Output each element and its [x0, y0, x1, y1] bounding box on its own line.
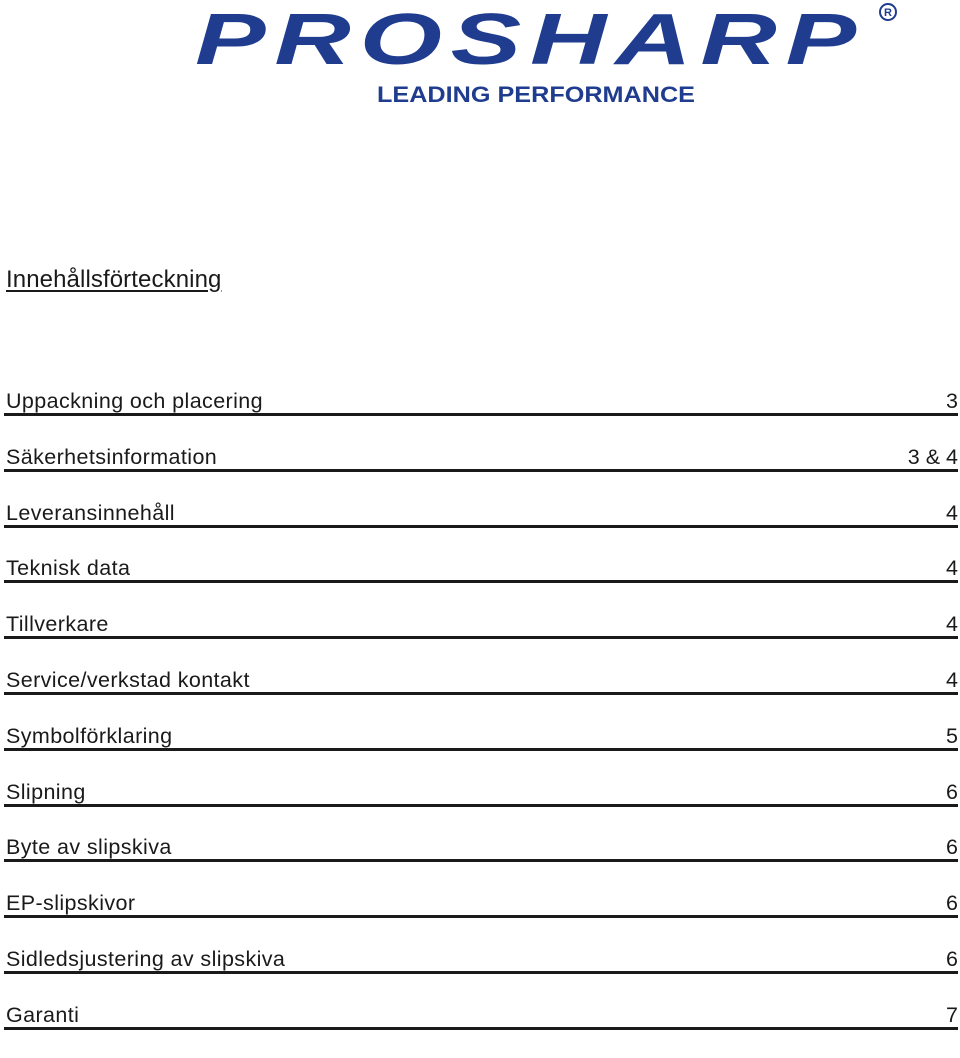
toc-entry[interactable] [4, 667, 958, 723]
toc-entry[interactable] [4, 1002, 958, 1058]
toc-entry-page: 6 [946, 946, 958, 971]
toc-entry-title: Uppackning och placering [6, 389, 264, 413]
toc-entry-title: Garanti [6, 1002, 80, 1027]
toc-entry-page: 6 [946, 835, 958, 860]
prosharp-logo [190, 0, 910, 110]
toc-entry[interactable] [4, 890, 958, 946]
toc-entry[interactable] [4, 946, 958, 1002]
table-of-contents [4, 388, 958, 1058]
toc-entry-page: 4 [946, 612, 958, 637]
toc-entry[interactable] [4, 444, 958, 500]
toc-heading: Innehållsförteckning [6, 266, 222, 293]
toc-entry[interactable] [4, 723, 958, 779]
toc-rule [4, 1027, 958, 1030]
toc-rule [4, 580, 958, 583]
toc-entry-title: Service/verkstad kontakt [6, 667, 250, 692]
toc-entry-title: EP-slipskivor [6, 891, 136, 916]
toc-entry-title: Byte av slipskiva [6, 835, 172, 860]
toc-entry-page: 5 [946, 723, 958, 748]
prosharp-logo-graphic [190, 0, 910, 110]
toc-entry[interactable] [4, 611, 958, 667]
toc-entry-page: 6 [946, 779, 958, 804]
toc-entry-title: Tillverkare [6, 612, 109, 637]
toc-rule [4, 804, 958, 807]
registered-mark-letter: R [884, 7, 892, 19]
toc-entry-title: Leveransinnehåll [6, 500, 175, 525]
toc-rule [4, 915, 958, 918]
toc-entry[interactable] [4, 779, 958, 835]
toc-entry-page: 6 [946, 891, 958, 916]
logo-wordmark: PROSHARP [195, 0, 865, 80]
toc-entry-title: Sidledsjustering av slipskiva [6, 946, 286, 971]
toc-entry[interactable] [4, 388, 958, 444]
toc-entry-page: 4 [946, 500, 958, 525]
toc-entry-page: 3 [946, 389, 958, 413]
toc-entry-title: Slipning [6, 779, 86, 804]
toc-entry-title: Teknisk data [6, 556, 131, 581]
toc-entry[interactable] [4, 834, 958, 890]
toc-entry-page: 4 [946, 667, 958, 692]
toc-entry[interactable] [4, 500, 958, 556]
toc-entry-title: Säkerhetsinformation [6, 444, 218, 469]
toc-entry-page: 4 [946, 556, 958, 581]
toc-entry[interactable] [4, 555, 958, 611]
toc-rule [4, 636, 958, 639]
logo-tagline: LEADING PERFORMANCE [377, 82, 695, 107]
toc-entry-title: Symbolförklaring [6, 723, 173, 748]
toc-entry-page: 7 [946, 1002, 958, 1027]
toc-entry-page: 3 & 4 [907, 444, 958, 469]
